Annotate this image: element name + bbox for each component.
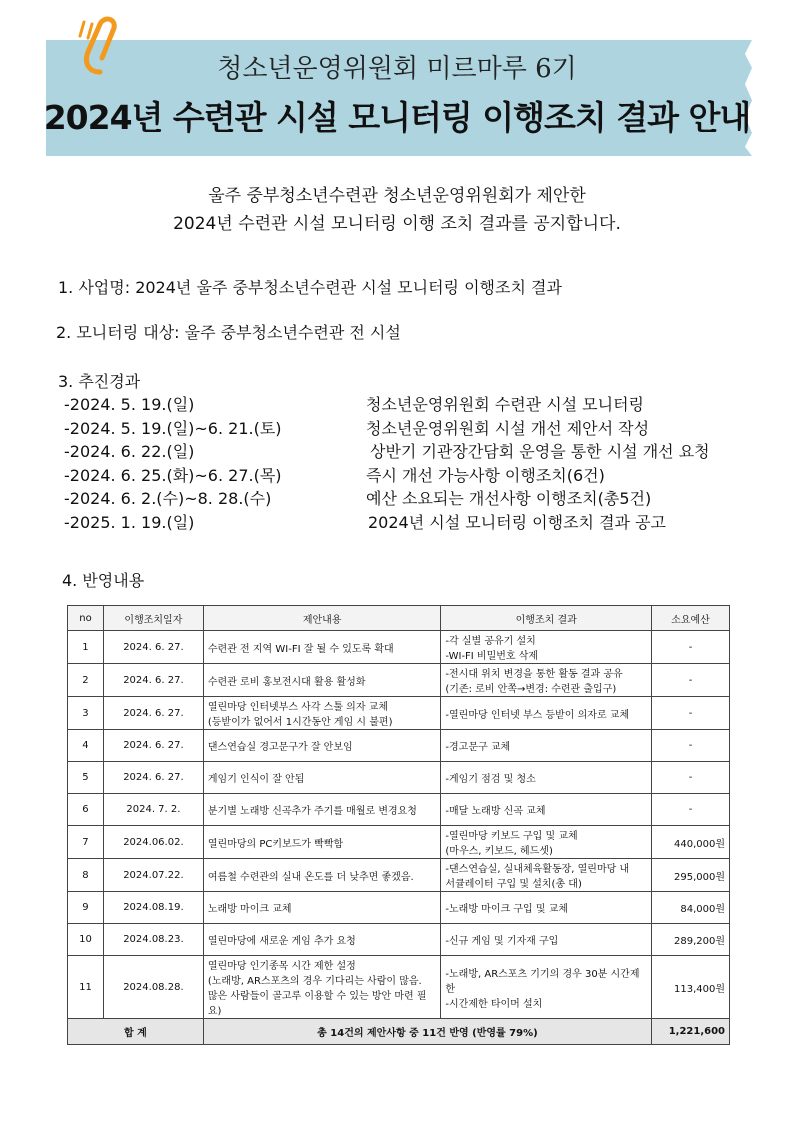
cell-proposal — [203, 924, 441, 956]
section-progress-heading: 3. 추진경과 — [58, 372, 141, 391]
cell-no: 9 — [68, 892, 104, 924]
cell-budget: 113,400원 — [651, 956, 729, 1019]
cell-result-line: -매달 노래방 신곡 교체 — [445, 806, 546, 817]
cell-budget: - — [651, 664, 729, 697]
cell-date: 2024.07.22. — [103, 859, 203, 892]
table-header-row — [68, 606, 730, 631]
cell-proposal-line: 여름철 수련관의 실내 온도를 더 낮추면 좋겠음. — [207, 871, 414, 883]
cell-date: 2024. 6. 27. — [103, 697, 203, 730]
timeline-desc: 2024년 시설 모니터링 이행조치 결과 공고 — [368, 512, 666, 532]
timeline-date: -2025. 1. 19.(일) — [64, 512, 195, 532]
table-row — [68, 762, 730, 794]
cell-result — [441, 826, 652, 859]
cell-proposal-line: 열린마당에 새로운 게임 추가 요청 — [207, 936, 356, 947]
cell-result-line: -WI-FI 비밀번호 삭제 — [445, 651, 539, 662]
cell-result — [441, 859, 652, 892]
cell-result-line: -댄스연습실, 실내체육활동장, 열린마당 내 — [445, 864, 630, 875]
cell-budget: 289,200원 — [651, 924, 729, 956]
header-budget: 소요예산 — [651, 606, 729, 631]
timeline-date: -2024. 6. 25.(화)~6. 27.(목) — [64, 465, 282, 485]
cell-result-line: 서큘레이터 구입 및 설치(총 대) — [445, 879, 582, 890]
timeline-date: -2024. 6. 22.(일) — [64, 442, 195, 461]
page-title: 2024년 수련관 시설 모니터링 이행조치 결과 안내 — [43, 98, 751, 137]
cell-proposal-line: 분기별 노래방 신곡추가 주기를 매월로 변경요청 — [207, 806, 417, 817]
cell-result — [441, 631, 652, 664]
cell-proposal-line: (등받이가 없어서 1시간동안 게임 시 불편) — [207, 717, 393, 728]
table-row — [68, 697, 730, 730]
cell-budget: 295,000원 — [651, 859, 729, 892]
timeline-desc: 즉시 개선 가능사항 이행조치(6건) — [366, 465, 605, 485]
cell-result-line: -열린마당 키보드 구입 및 교체 — [445, 831, 578, 842]
cell-result-line: -경고문구 교체 — [445, 742, 511, 753]
cell-budget: 84,000원 — [651, 892, 729, 924]
cell-result-line: -신규 게임 및 기자재 구입 — [445, 936, 559, 947]
timeline-desc: 청소년운영위원회 수련관 시설 모니터링 — [366, 395, 645, 414]
total-row — [68, 1019, 730, 1045]
progress-timeline — [64, 392, 774, 533]
timeline-item — [64, 463, 774, 487]
cell-no: 7 — [68, 826, 104, 859]
cell-proposal — [203, 956, 441, 1019]
header-proposal: 제안내용 — [203, 606, 441, 631]
cell-result-line: -노래방, AR스포츠 기기의 경우 30분 시간제한 — [445, 968, 640, 995]
timeline-desc: 예산 소요되는 개선사항 이행조치(총5건) — [366, 489, 652, 508]
cell-no: 11 — [68, 956, 104, 1019]
cell-budget: - — [651, 730, 729, 762]
table-row — [68, 924, 730, 956]
section-project-name: 1. 사업명: 2024년 울주 중부청소년수련관 시설 모니터링 이행조치 결과 — [58, 278, 562, 297]
timeline-item — [64, 392, 774, 416]
cell-budget: - — [651, 794, 729, 826]
timeline-date: -2024. 5. 19.(일)~6. 21.(토) — [64, 418, 282, 438]
cell-no: 4 — [68, 730, 104, 762]
header-date: 이행조치일자 — [103, 606, 203, 631]
cell-proposal — [203, 859, 441, 892]
cell-result-line: -전시대 위치 변경을 통한 활동 결과 공유 — [445, 669, 623, 680]
cell-result-line: -시간제한 타이머 설치 — [445, 998, 543, 1010]
cell-proposal — [203, 664, 441, 697]
table-row — [68, 956, 730, 1019]
timeline-date: -2024. 6. 2.(수)~8. 28.(수) — [64, 489, 272, 508]
cell-proposal-line: 많은 사람들이 골고루 이용할 수 있는 방안 마련 필요) — [207, 991, 427, 1017]
cell-result-line: (마우스, 키보드, 헤드셋) — [445, 846, 553, 857]
timeline-desc: 상반기 기관장간담회 운영을 통한 시설 개선 요청 — [370, 442, 710, 461]
timeline-item — [64, 416, 774, 440]
table-row — [68, 892, 730, 924]
cell-date: 2024.08.28. — [103, 956, 203, 1019]
cell-proposal-line: 게임기 인식이 잘 안됨 — [207, 774, 305, 785]
timeline-item — [64, 510, 774, 534]
cell-date: 2024.08.19. — [103, 892, 203, 924]
timeline-item — [64, 486, 774, 510]
section-results-heading: 4. 반영내용 — [62, 571, 145, 590]
cell-proposal-line: 열린마당 인터넷부스 사각 스툴 의자 교체 — [207, 702, 388, 713]
cell-date: 2024.08.23. — [103, 924, 203, 956]
cell-no: 1 — [68, 631, 104, 664]
timeline-date: -2024. 5. 19.(일) — [64, 395, 195, 414]
cell-result — [441, 697, 652, 730]
table-row — [68, 730, 730, 762]
cell-no: 5 — [68, 762, 104, 794]
section-monitoring-target: 2. 모니터링 대상: 울주 중부청소년수련관 전 시설 — [56, 323, 401, 342]
cell-result-line: -노래방 마이크 구입 및 교체 — [445, 904, 568, 915]
cell-result-line: -열린마당 인터넷 부스 등받이 의자로 교체 — [445, 709, 630, 721]
intro-line: 울주 중부청소년수련관 청소년운영위원회가 제안한 — [208, 186, 586, 206]
cell-proposal — [203, 697, 441, 730]
cell-budget: 440,000원 — [651, 826, 729, 859]
table-row — [68, 631, 730, 664]
header-no: no — [68, 606, 104, 631]
cell-result-line: -게임기 점검 및 청소 — [445, 774, 536, 785]
cell-result-line: -각 실별 공유기 설치 — [445, 636, 536, 647]
total-summary: 총 14건의 제안사항 중 11건 반영 (반영률 79%) — [203, 1019, 651, 1045]
cell-no: 6 — [68, 794, 104, 826]
cell-date: 2024.06.02. — [103, 826, 203, 859]
cell-proposal-line: (노래방, AR스포츠의 경우 기다리는 사람이 많음. — [207, 976, 422, 987]
results-table — [67, 605, 730, 1045]
cell-no: 8 — [68, 859, 104, 892]
cell-budget: - — [651, 697, 729, 730]
cell-result — [441, 762, 652, 794]
cell-no: 3 — [68, 697, 104, 730]
header-result: 이행조치 결과 — [441, 606, 652, 631]
cell-proposal-line: 수련관 로비 홍보전시대 활용 활성화 — [207, 676, 366, 688]
cell-proposal-line: 수련관 전 지역 WI-FI 잘 될 수 있도록 확대 — [207, 643, 394, 655]
cell-result-line: (기존: 로비 안쪽→변경: 수련관 출입구) — [445, 684, 617, 695]
cell-date: 2024. 6. 27. — [103, 631, 203, 664]
intro-line: 2024년 수련관 시설 모니터링 이행 조치 결과를 공지합니다. — [173, 214, 621, 234]
banner-subtitle: 청소년운영위원회 미르마루 6기 — [217, 54, 577, 84]
cell-date: 2024. 6. 27. — [103, 762, 203, 794]
total-label: 합 계 — [68, 1019, 204, 1045]
cell-proposal — [203, 730, 441, 762]
cell-budget: - — [651, 762, 729, 794]
cell-result — [441, 794, 652, 826]
table-row — [68, 826, 730, 859]
cell-proposal-line: 열린마당 인기종목 시간 제한 설정 — [207, 961, 356, 972]
table-row — [68, 664, 730, 697]
cell-proposal — [203, 826, 441, 859]
cell-proposal-line: 댄스연습실 경고문구가 잘 안보임 — [207, 742, 353, 753]
cell-date: 2024. 7. 2. — [103, 794, 203, 826]
cell-proposal-line: 열린마당의 PC키보드가 빡빡함 — [207, 838, 344, 850]
cell-proposal — [203, 631, 441, 664]
cell-budget: - — [651, 631, 729, 664]
table-row — [68, 859, 730, 892]
total-budget: 1,221,600 — [651, 1019, 729, 1045]
cell-result — [441, 730, 652, 762]
cell-date: 2024. 6. 27. — [103, 730, 203, 762]
timeline-desc: 청소년운영위원회 시설 개선 제안서 작성 — [366, 418, 650, 438]
cell-no: 2 — [68, 664, 104, 697]
cell-proposal-line: 노래방 마이크 교체 — [207, 904, 292, 915]
timeline-item — [64, 439, 774, 463]
cell-proposal — [203, 794, 441, 826]
cell-result — [441, 892, 652, 924]
cell-result — [441, 664, 652, 697]
cell-result — [441, 956, 652, 1019]
table-row — [68, 794, 730, 826]
cell-proposal — [203, 892, 441, 924]
cell-no: 10 — [68, 924, 104, 956]
cell-date: 2024. 6. 27. — [103, 664, 203, 697]
intro-text — [0, 182, 794, 238]
cell-result — [441, 924, 652, 956]
cell-proposal — [203, 762, 441, 794]
